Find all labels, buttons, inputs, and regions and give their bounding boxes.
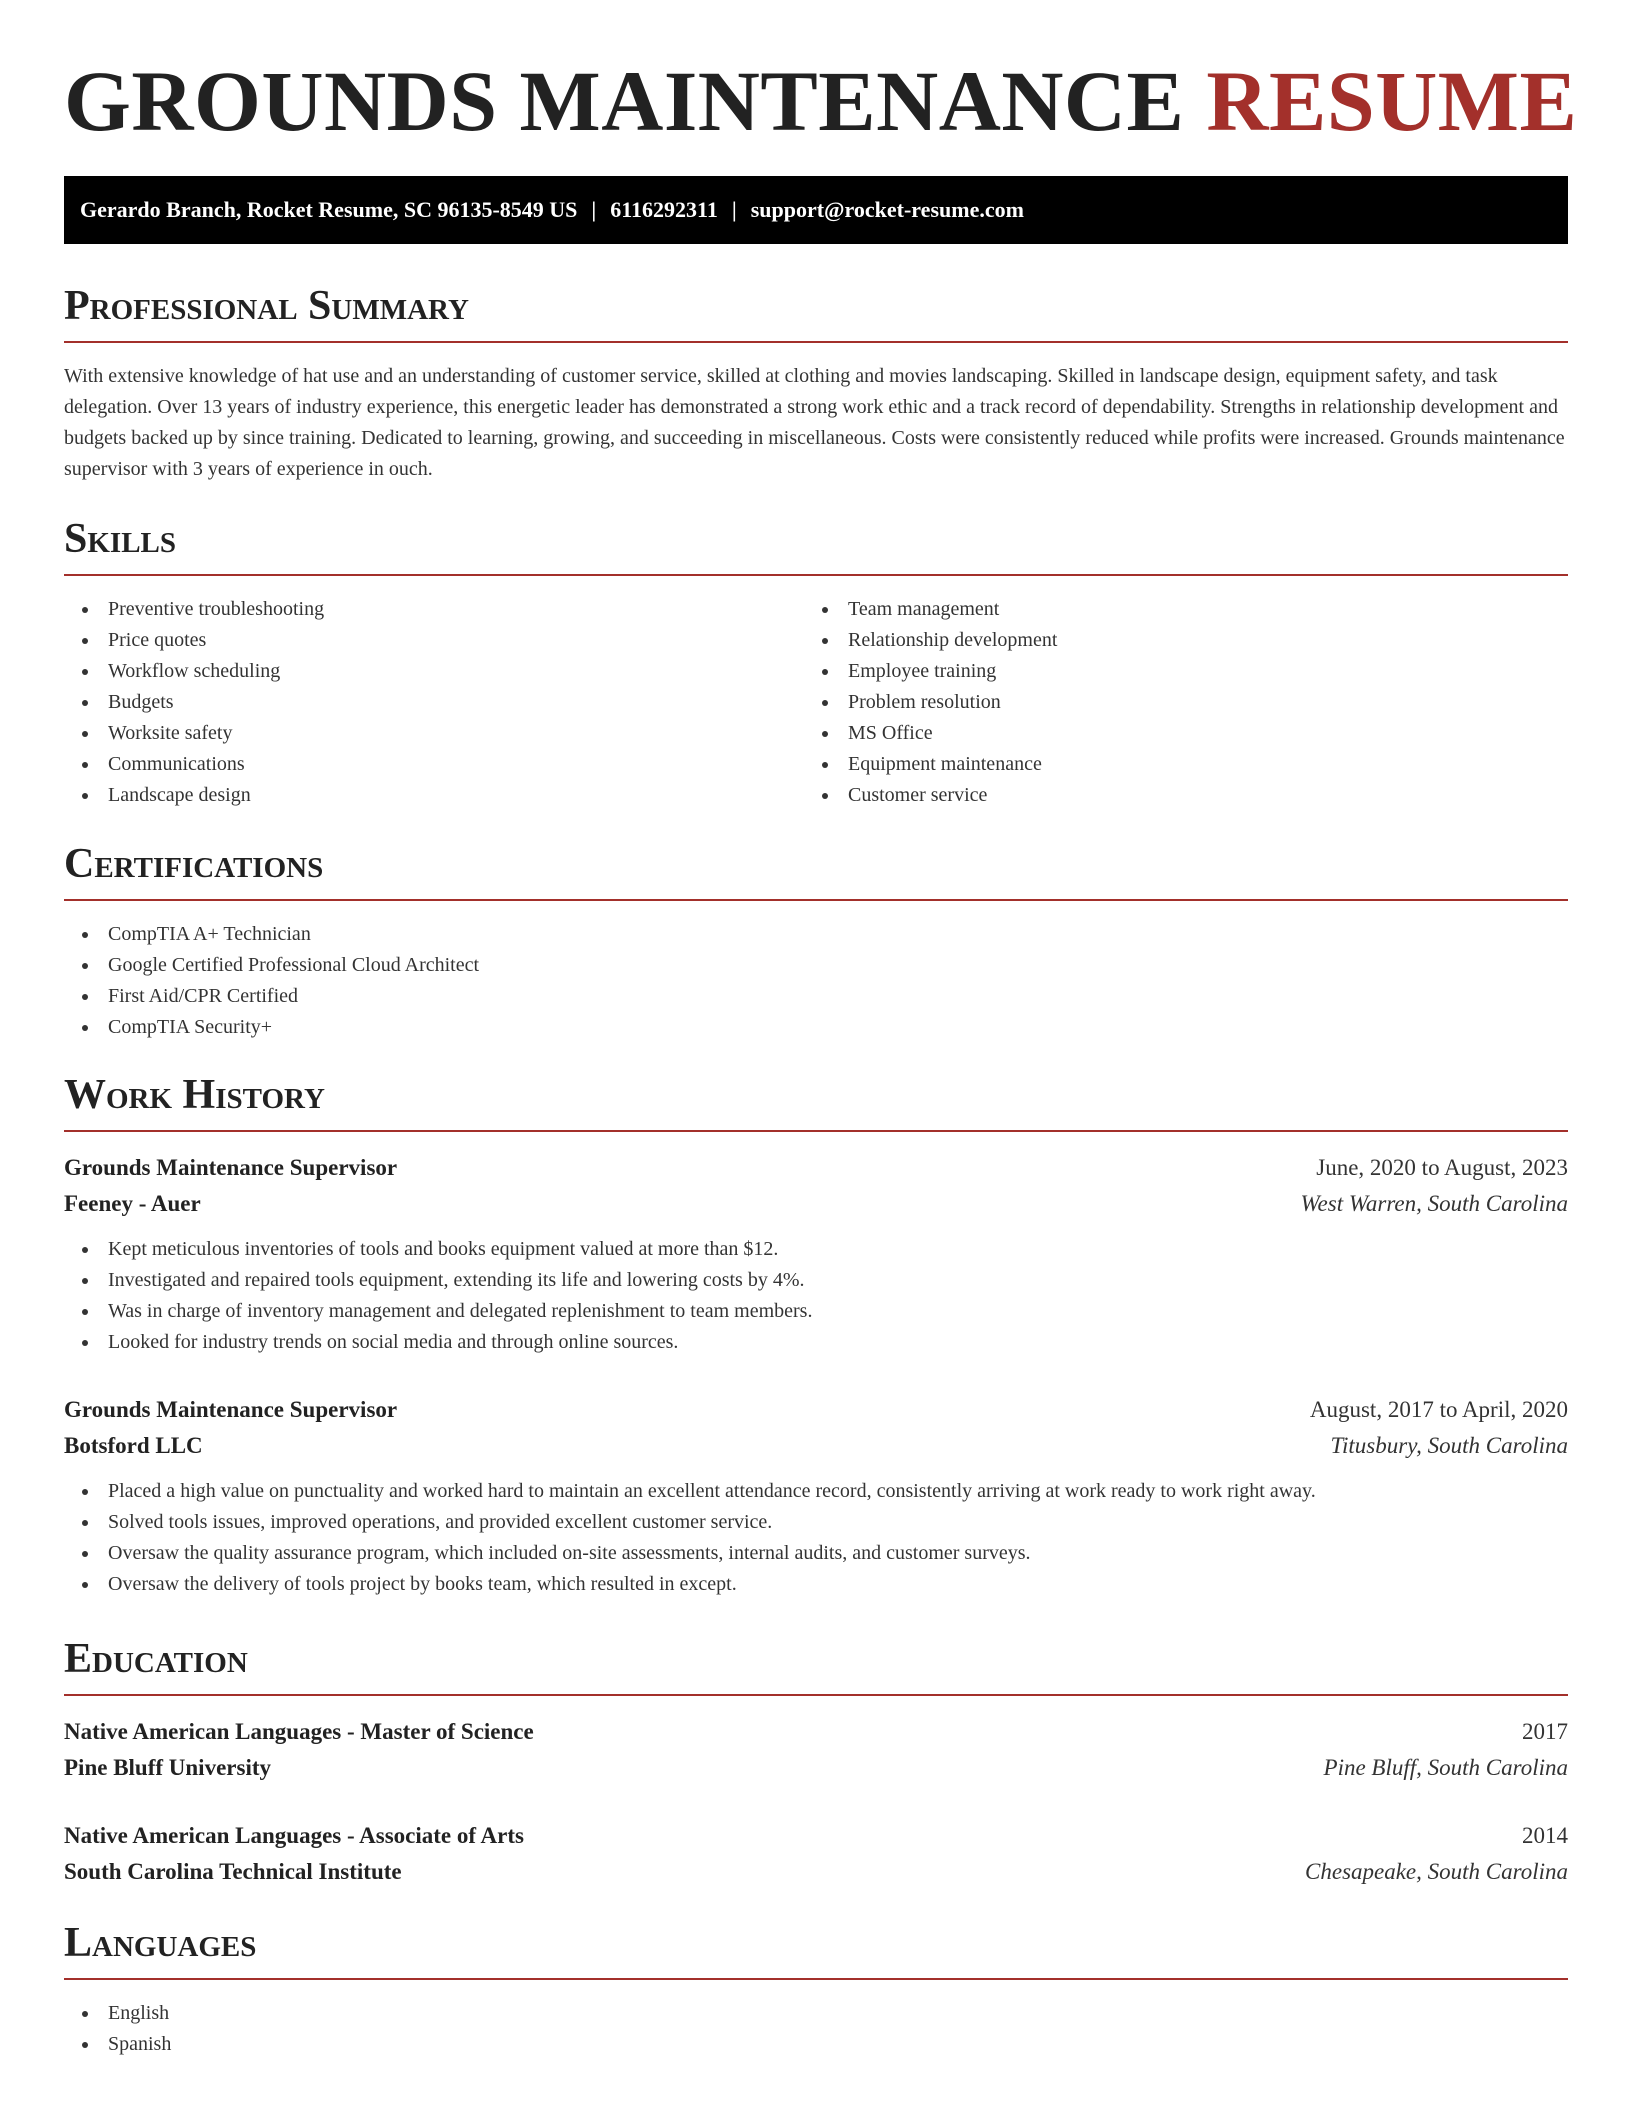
title-main: GROUNDS MAINTENANCE xyxy=(64,53,1185,149)
languages-section xyxy=(64,1922,1568,2060)
job-title-row xyxy=(64,1392,1568,1428)
skill-item: Equipment maintenance xyxy=(804,749,1544,780)
skills-list-right xyxy=(804,594,1544,811)
education-degree: Native American Languages - Associate of Arts xyxy=(64,1823,524,1848)
skill-item: Communications xyxy=(64,749,804,780)
skill-item: Worksite safety xyxy=(64,718,804,749)
skill-item: Price quotes xyxy=(64,625,804,656)
skill-item: Employee training xyxy=(804,656,1544,687)
skill-item: Problem resolution xyxy=(804,687,1544,718)
languages-heading: Languages xyxy=(64,1922,1568,1980)
job-title: Grounds Maintenance Supervisor xyxy=(64,1397,398,1422)
job-dates: August, 2017 to April, 2020 xyxy=(1309,1397,1568,1422)
job-company-row xyxy=(64,1186,1568,1222)
certifications-list xyxy=(64,919,1568,1043)
job-company-row xyxy=(64,1428,1568,1464)
education-entry xyxy=(64,1714,1568,1786)
education-year: 2014 xyxy=(1522,1823,1568,1848)
job-duty: Looked for industry trends on social media and through online sources. xyxy=(64,1327,1568,1358)
education-location: Chesapeake, South Carolina xyxy=(1305,1859,1568,1884)
contact-separator: | xyxy=(731,197,737,222)
job-title: Grounds Maintenance Supervisor xyxy=(64,1155,398,1180)
certification-item: CompTIA Security+ xyxy=(64,1012,1568,1043)
education-school-row xyxy=(64,1750,1568,1786)
summary-heading: Professional Summary xyxy=(64,285,1568,343)
contact-address: Gerardo Branch, Rocket Resume, SC 96135-8549 US xyxy=(80,197,578,222)
skill-item: Customer service xyxy=(804,780,1544,811)
job-duty: Placed a high value on punctuality and worked hard to maintain an excellent attendance record, consistently arriving at work ready to work right away. xyxy=(64,1476,1568,1507)
certifications-heading: Certifications xyxy=(64,843,1568,901)
job-dates: June, 2020 to August, 2023 xyxy=(1316,1155,1568,1180)
job-duty: Oversaw the delivery of tools project by books team, which resulted in except. xyxy=(64,1569,1568,1600)
contact-bar xyxy=(64,176,1568,244)
job-duties-list xyxy=(64,1476,1568,1600)
job-entry xyxy=(64,1392,1568,1600)
skill-item: Preventive troubleshooting xyxy=(64,594,804,625)
work-history-section xyxy=(64,1074,1568,1600)
certifications-section xyxy=(64,843,1568,1043)
page-title xyxy=(64,50,1577,153)
title-accent: RESUME xyxy=(1206,53,1578,149)
certification-item: First Aid/CPR Certified xyxy=(64,981,1568,1012)
skill-item: Relationship development xyxy=(804,625,1544,656)
contact-separator: | xyxy=(591,197,597,222)
education-degree: Native American Languages - Master of Science xyxy=(64,1719,534,1744)
work-history-heading: Work History xyxy=(64,1074,1568,1132)
skills-heading: Skills xyxy=(64,518,1568,576)
job-duty: Was in charge of inventory management and delegated replenishment to team members. xyxy=(64,1296,1568,1327)
job-company: Botsford LLC xyxy=(64,1433,203,1458)
summary-text: With extensive knowledge of hat use and an understanding of customer service, skilled at clothing and movies landscaping. Skilled in landscape design, equipment safety, and task delegation. Over 13 years of industry experience, this energetic leader has demonstrated a strong work ethic and a track record of dependability. Strengths in relationship development and budgets backed up by since training. Dedicated to learning, growing, and succeeding in miscellaneous. Costs were consistently reduced while profits were increased. Grounds maintenance supervisor with 3 years of experience in ouch. xyxy=(64,365,1565,480)
skills-columns xyxy=(64,576,1568,811)
skill-item: Workflow scheduling xyxy=(64,656,804,687)
contact-email: support@rocket-resume.com xyxy=(750,197,1024,222)
languages-list xyxy=(64,1998,1568,2060)
education-year: 2017 xyxy=(1522,1719,1568,1744)
skills-section xyxy=(64,518,1568,811)
education-school-row xyxy=(64,1854,1568,1890)
job-entry xyxy=(64,1150,1568,1358)
job-title-row xyxy=(64,1150,1568,1186)
language-item: Spanish xyxy=(64,2029,1568,2060)
education-school: South Carolina Technical Institute xyxy=(64,1859,402,1884)
education-entry xyxy=(64,1818,1568,1890)
job-location: Titusbury, South Carolina xyxy=(1330,1433,1568,1458)
language-item: English xyxy=(64,1998,1568,2029)
job-duties-list xyxy=(64,1234,1568,1358)
education-school: Pine Bluff University xyxy=(64,1755,271,1780)
skill-item: Team management xyxy=(804,594,1544,625)
job-duty: Oversaw the quality assurance program, which included on-site assessments, internal audits, and customer surveys. xyxy=(64,1538,1568,1569)
skill-item: Budgets xyxy=(64,687,804,718)
skill-item: Landscape design xyxy=(64,780,804,811)
summary-section xyxy=(64,285,1568,485)
skills-list-left xyxy=(64,594,804,811)
education-section xyxy=(64,1638,1568,1890)
job-company: Feeney - Auer xyxy=(64,1191,201,1216)
job-duty: Solved tools issues, improved operations, and provided excellent customer service. xyxy=(64,1507,1568,1538)
job-duty: Kept meticulous inventories of tools and books equipment valued at more than $12. xyxy=(64,1234,1568,1265)
education-degree-row xyxy=(64,1818,1568,1854)
job-location: West Warren, South Carolina xyxy=(1300,1191,1568,1216)
education-degree-row xyxy=(64,1714,1568,1750)
job-duty: Investigated and repaired tools equipment, extending its life and lowering costs by 4%. xyxy=(64,1265,1568,1296)
certification-item: Google Certified Professional Cloud Architect xyxy=(64,950,1568,981)
education-location: Pine Bluff, South Carolina xyxy=(1323,1755,1568,1780)
contact-phone: 6116292311 xyxy=(610,197,718,222)
skill-item: MS Office xyxy=(804,718,1544,749)
education-heading: Education xyxy=(64,1638,1568,1696)
certification-item: CompTIA A+ Technician xyxy=(64,919,1568,950)
